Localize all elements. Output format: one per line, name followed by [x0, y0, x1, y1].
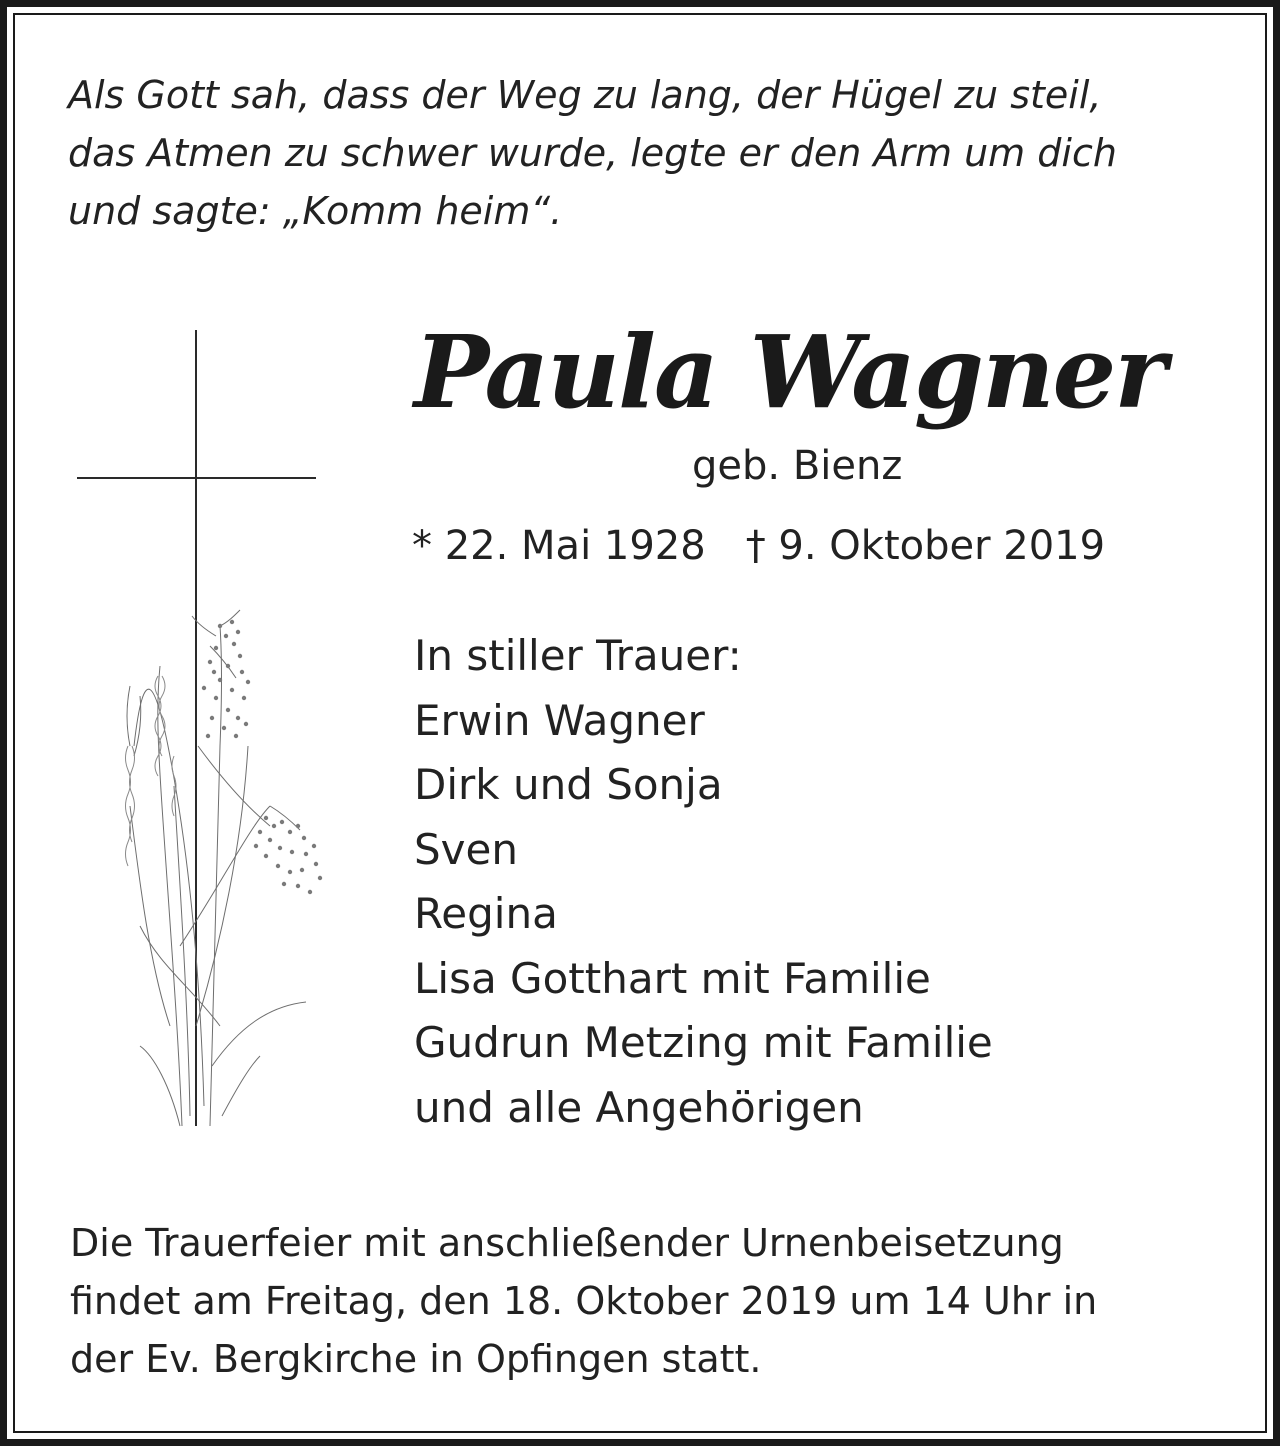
grass-spikes [126, 676, 177, 866]
grass-icon [127, 610, 306, 1126]
poem [68, 66, 1210, 240]
funeral-notice [70, 1214, 1210, 1388]
mourning-heading: In stiller Trauer: [414, 631, 742, 680]
poem-line-1: Als Gott sah, dass der Weg zu lang, der Hügel zu steil, [68, 73, 1102, 117]
seed-head-lower [254, 816, 322, 894]
poem-line-3: und sagte: „Komm heim“. [68, 189, 563, 233]
cross-with-grass-illustration [70, 326, 338, 1130]
mourner-name: Erwin Wagner [414, 695, 705, 745]
birth-date: * 22. Mai 1928 [412, 523, 706, 569]
mourner-name: Gudrun Metzing mit Familie [414, 1018, 993, 1067]
mourner-name: Dirk und Sonja [414, 760, 723, 809]
funeral-line-2: findet am Freitag, den 18. Oktober 2019 um 14 Uhr in [70, 1279, 1098, 1323]
funeral-line-1: Die Trauerfeier mit anschließender Urnenbeisetzung [70, 1221, 1064, 1265]
mourner-name: Lisa Gotthart mit Familie [414, 953, 931, 1003]
life-dates [412, 518, 1105, 574]
maiden-name: geb. Bienz [692, 443, 903, 489]
cross-icon [77, 330, 316, 1126]
deceased-name: Paula Wagner [414, 313, 1165, 431]
mourner-name: Regina [414, 889, 558, 938]
poem-line-2: das Atmen zu schwer wurde, legte er den Arm um dich [68, 131, 1117, 175]
seed-head-upper [202, 620, 250, 738]
mourners-list [414, 624, 993, 1140]
funeral-line-3: der Ev. Bergkirche in Opfingen statt. [70, 1337, 762, 1381]
mourner-name: Sven [414, 824, 518, 874]
mourner-name: und alle Angehörigen [414, 1082, 864, 1132]
death-date: † 9. Oktober 2019 [745, 523, 1106, 569]
